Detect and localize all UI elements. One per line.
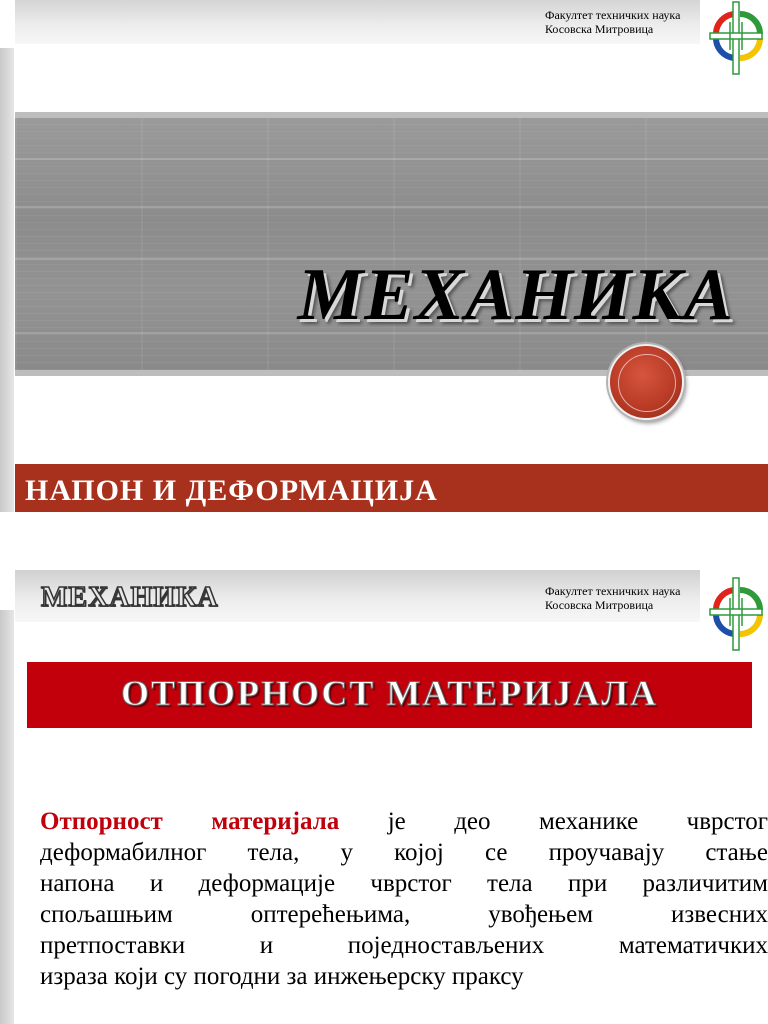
paragraph-word: тела: [487, 870, 533, 897]
header-bar: [15, 570, 700, 622]
institution-name: [545, 584, 680, 612]
paragraph-word: спољашњим: [40, 901, 173, 928]
left-spine: [0, 610, 14, 1024]
subtitle-text: НАПОН И ДЕФОРМАЦИЈА: [25, 474, 438, 507]
paragraph-line: [40, 837, 768, 868]
slide-title-text: МЕХАНИКА: [297, 254, 734, 336]
banner-band: [15, 158, 768, 160]
paragraph-line: [40, 868, 768, 899]
faculty-logo-icon: [706, 576, 766, 652]
paragraph-word: Отпорност: [40, 808, 163, 835]
paragraph-line: [40, 806, 768, 837]
section-title-bar: [27, 662, 752, 728]
banner-band: [15, 206, 768, 208]
definition-paragraph: [40, 806, 768, 992]
paragraph-word: у: [340, 839, 353, 866]
paragraph-word: чврстог: [370, 870, 452, 897]
paragraph-line: израза који су погодни за инжењерску праксу: [40, 963, 524, 990]
paragraph-word: механике: [538, 808, 639, 835]
paragraph-word: је: [387, 808, 406, 835]
title-banner: [15, 112, 768, 376]
paragraph-line: [40, 899, 768, 930]
paragraph-word: поједностављених: [347, 932, 545, 959]
paragraph-line: [40, 930, 768, 961]
paragraph-word: напона: [40, 870, 115, 897]
paragraph-word: извесних: [671, 901, 768, 928]
paragraph-word: којој: [394, 839, 444, 866]
left-spine: [0, 48, 14, 512]
paragraph-word: при: [567, 870, 608, 897]
paragraph-word: тела,: [247, 839, 300, 866]
institution-line1: Факултет техничких наука: [545, 584, 681, 598]
paragraph-word: део: [454, 808, 491, 835]
paragraph-word: деформације: [198, 870, 336, 897]
paragraph-word: проучавају: [548, 839, 665, 866]
decorative-disc-icon: [608, 344, 684, 420]
paragraph-word: оптерећењима,: [250, 901, 411, 928]
paragraph-word: претпоставки: [40, 932, 186, 959]
paragraph-word: различитим: [642, 870, 768, 897]
header-bar: [15, 0, 700, 44]
header-title: МЕХАНИКА: [41, 582, 219, 613]
institution-name: [545, 8, 680, 36]
section-title: ОТПОРНОСТ МАТЕРИЈАЛА: [120, 673, 659, 713]
faculty-logo-icon: [706, 0, 766, 76]
paragraph-word: увођењем: [488, 901, 594, 928]
paragraph-word: математичких: [618, 932, 768, 959]
paragraph-word: и: [259, 932, 274, 959]
slide-content: [0, 570, 768, 1024]
paragraph-word: чврстог: [686, 808, 768, 835]
paragraph-word: стање: [705, 839, 768, 866]
subtitle-bar: [15, 464, 768, 512]
paragraph-word: и: [149, 870, 164, 897]
institution-line2: Косовска Митровица: [545, 22, 654, 36]
paragraph-word: деформабилног: [40, 839, 207, 866]
paragraph-word: материјала: [211, 808, 340, 835]
institution-line1: Факултет техничких наука: [545, 8, 681, 22]
institution-line2: Косовска Митровица: [545, 598, 654, 612]
paragraph-word: се: [484, 839, 508, 866]
